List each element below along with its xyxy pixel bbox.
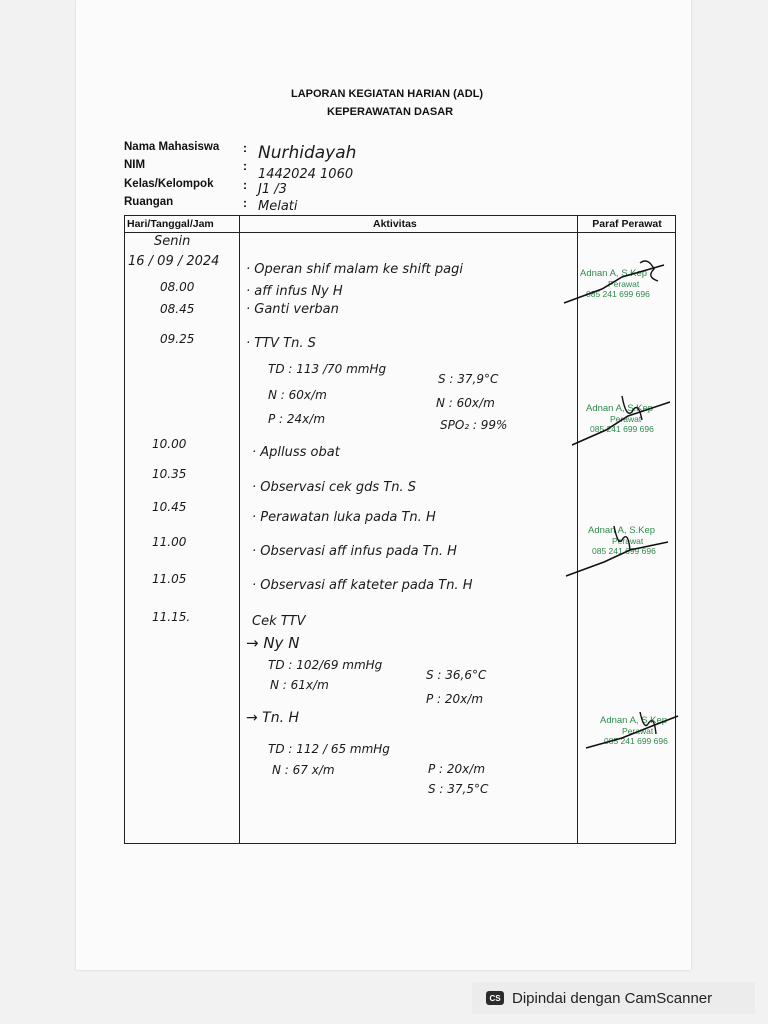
vital-td: TD : 102/69 mmHg [268, 658, 383, 672]
ruangan-value: Melati [258, 199, 298, 214]
vital-p: P : 20x/m [426, 692, 484, 706]
vital-n: N : 61x/m [270, 678, 329, 692]
vital-spo2: SPO₂ : 99% [440, 418, 508, 432]
activity-entry: · Observasi cek gds Tn. S [252, 480, 416, 495]
nama-label: Nama Mahasiswa [124, 141, 220, 153]
time-entry: 10.45 [152, 500, 187, 514]
activity-entry: · Perawatan luka pada Tn. H [252, 510, 436, 525]
stamp-name: Adnan A, S.Kep [586, 403, 654, 414]
activity-entry: · TTV Tn. S [246, 336, 316, 351]
time-entry: 11.00 [152, 535, 187, 549]
vital-td: TD : 113 /70 mmHg [268, 362, 387, 376]
stamp-name: Adnan A, S.Kep [580, 268, 648, 279]
colon: : [243, 178, 247, 192]
stamp-role: Perawat [608, 279, 640, 289]
stamp-role: Perawat [612, 536, 644, 546]
date: 16 / 09 / 2024 [128, 254, 220, 269]
vital-p: P : 24x/m [268, 412, 326, 426]
vital-td: TD : 112 / 65 mmHg [268, 742, 390, 756]
time-entry: 11.15. [152, 610, 191, 624]
vital-n: N : 60x/m [268, 388, 327, 402]
camscanner-badge [472, 982, 755, 1014]
col-header-activity: Aktivitas [373, 218, 417, 230]
stamp-role: Perawat [610, 414, 642, 424]
stamp-name: Adnan A, S.Kep [588, 525, 656, 536]
col-header-date: Hari/Tanggal/Jam [127, 218, 214, 230]
ruangan-label: Ruangan [124, 196, 174, 208]
activity-entry: · Observasi aff kateter pada Tn. H [252, 578, 473, 593]
vital-n2: N : 60x/m [436, 396, 495, 410]
kelas-label: Kelas/Kelompok [124, 178, 214, 190]
nama-value: Nurhidayah [258, 143, 357, 163]
time-entry: 08.45 [160, 302, 195, 316]
column-divider [239, 216, 240, 843]
signature-mark [562, 255, 667, 315]
stamp-name: Adnan A, S.Kep [600, 715, 668, 726]
vital-s: S : 37,9°C [438, 372, 499, 386]
header-divider [125, 232, 675, 233]
col-header-sign: Paraf Perawat [592, 218, 662, 230]
activity-entry: · aff infus Ny H [246, 284, 343, 299]
signature-mark [564, 522, 669, 582]
colon: : [243, 196, 247, 210]
time-entry: 09.25 [160, 332, 195, 346]
kelas-value: J1 /3 [258, 182, 287, 197]
stamp-phone: 085 241 699 696 [604, 736, 668, 746]
vital-n: N : 67 x/m [272, 763, 335, 777]
nim-label: NIM [124, 159, 146, 171]
camscanner-text: Dipindai dengan CamScanner [512, 989, 713, 1007]
nim-value: 1442024 1060 [258, 167, 354, 182]
activity-entry: · Observasi aff infus pada Tn. H [252, 544, 457, 559]
colon: : [243, 159, 247, 173]
activity-entry: · Operan shif malam ke shift pagi [246, 262, 463, 277]
stamp-phone: 085 241 699 696 [586, 289, 650, 299]
day: Senin [154, 234, 191, 249]
time-entry: 08.00 [160, 280, 195, 294]
activity-entry: · Ganti verban [246, 302, 339, 317]
patient-tn-h: → Tn. H [246, 710, 300, 726]
vital-p: P : 20x/m [428, 762, 486, 776]
signature-mark [570, 390, 675, 450]
vital-s: S : 36,6°C [426, 668, 487, 682]
document-subtitle: KEPERAWATAN DASAR [327, 106, 454, 118]
signature-mark [582, 704, 687, 764]
activity-entry: · Aplluss obat [252, 445, 340, 460]
time-entry: 11.05 [152, 572, 187, 586]
camscanner-icon: CS [486, 991, 504, 1005]
stamp-role: Perawat [622, 726, 654, 736]
colon: : [243, 141, 247, 155]
scanned-page [76, 0, 691, 970]
cek-ttv-label: Cek TTV [252, 614, 306, 629]
stamp-phone: 085 241 699 696 [592, 546, 656, 556]
patient-ny-n: → Ny N [246, 634, 300, 652]
stamp-phone: 085 241 699 696 [590, 424, 654, 434]
vital-s: S : 37,5°C [428, 782, 489, 796]
time-entry: 10.00 [152, 437, 187, 451]
document-title: LAPORAN KEGIATAN HARIAN (ADL) [291, 88, 484, 100]
time-entry: 10.35 [152, 467, 187, 481]
